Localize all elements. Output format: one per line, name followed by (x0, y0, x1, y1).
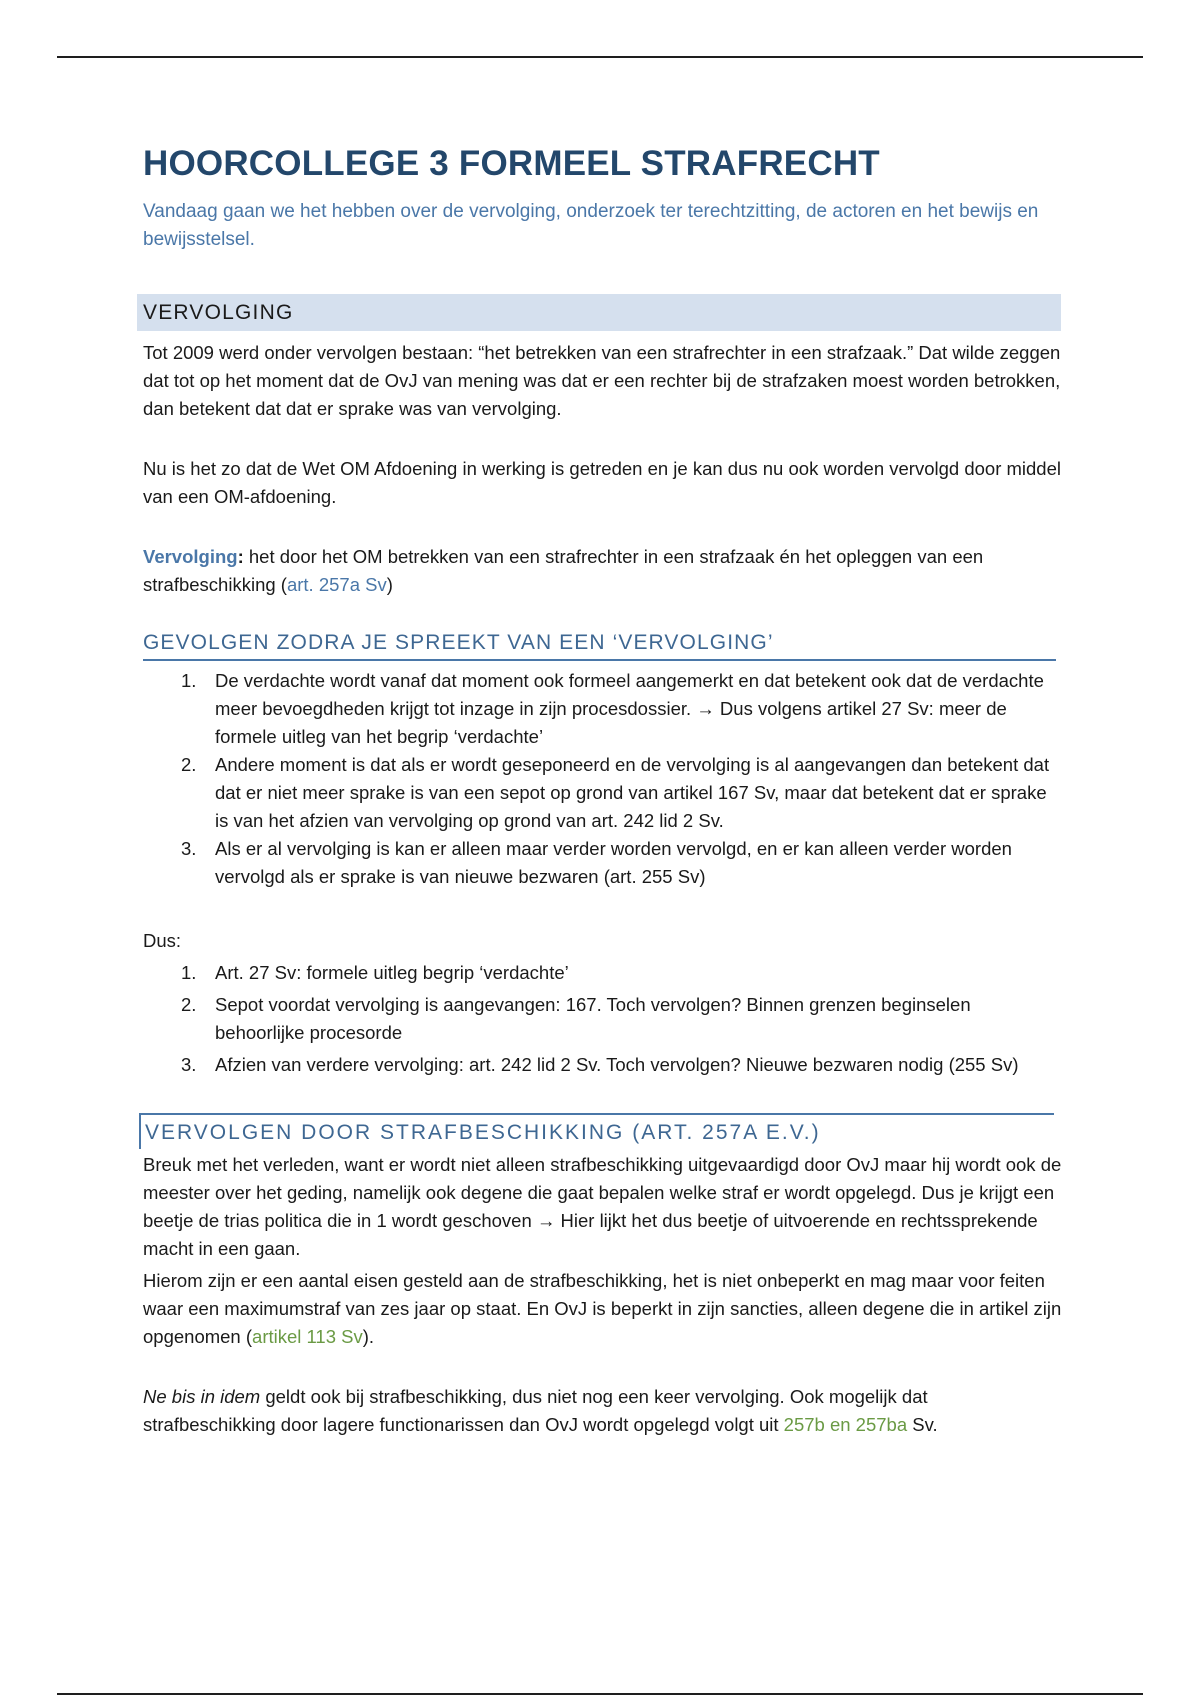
definition-text: het door het OM betrekken van een strafrechter in een strafzaak én het opleggen van een strafbeschikking ( (143, 546, 984, 595)
summary-list (143, 959, 1063, 1079)
list-item-text: Afzien van verdere vervolging: art. 242 lid 2 Sv. Toch vervolgen? Nieuwe bezwaren nodig (255 Sv) (215, 1054, 1019, 1075)
list-number: 2. (181, 754, 197, 775)
paragraph-breuk-verleden: Breuk met het verleden, want er wordt niet alleen strafbeschikking uitgevaardigd door OvJ maar hij wordt ook de meester over het geding, namelijk ook degene die gaat bepalen welke straf er wordt opgelegd. Dus je krijgt een beetje de trias politica die in 1 wordt geschoven → Hier lijkt het dus beetje of uitvoerende en rechtssprekende macht in een gaan. (143, 1154, 1062, 1259)
bottom-rule (57, 1693, 1143, 1695)
article-113-ref: artikel 113 Sv (252, 1326, 363, 1347)
paragraph-wet-om-afdoening: Nu is het zo dat de Wet OM Afdoening in werking is getreden en je kan dus nu ook worden vervolgd door middel van een OM-afdoening. (143, 458, 1061, 507)
list-item (143, 835, 1063, 891)
section-heading-gevolgen: GEVOLGEN ZODRA JE SPREEKT VAN EEN ‘VERVOLGING’ (143, 629, 1056, 661)
definition-term: Vervolging (143, 546, 238, 567)
list-item-text: Andere moment is dat als er wordt geseponeerd en de vervolging is al aangevangen dan betekent dat dat er niet meer sprake is van een sepot op grond van artikel 167 Sv, maar dat betekent dat er sprake is van het afzien van vervolging op grond van art. 242 lid 2 Sv. (215, 754, 1050, 831)
list-number: 3. (181, 1054, 197, 1075)
ne-bis-text: geldt ook bij strafbeschikking, dus niet nog een keer vervolging. Ook mogelijk dat strafbeschikking door lagere functionarissen dan OvJ wordt opgelegd volgt uit (143, 1386, 928, 1435)
definition-article-ref: art. 257a Sv (286, 574, 387, 595)
paragraph-vervolgen-history: Tot 2009 werd onder vervolgen bestaan: “het betrekken van een strafrechter in een strafzaak.” Dat wilde zeggen dat tot op het moment dat de OvJ van mening was dat er een rechter bij de strafzaken moest worden betrokken, dan betekent dat dat er sprake was van vervolging. (143, 342, 1061, 419)
definition-close: ) (386, 574, 393, 595)
list-item-text: Art. 27 Sv: formele uitleg begrip ‘verdachte’ (215, 962, 569, 983)
document-page (143, 140, 1063, 1439)
list-item (143, 667, 1063, 751)
list-item-text: De verdachte wordt vanaf dat moment ook formeel aangemerkt en dat betekent ook dat de verdachte meer bevoegdheden krijgt tot inzage in zijn procesdossier. → Dus volgens artikel 27 Sv: meer de formele uitleg van het begrip ‘verdachte’ (215, 670, 1044, 747)
definition-vervolging (143, 543, 1063, 599)
list-item-text: Als er al vervolging is kan er alleen maar verder worden vervolgd, en er kan alleen verder worden vervolgd als er sprake is van nieuwe bezwaren (art. 255 Sv) (215, 838, 1012, 887)
latin-term: Ne bis in idem (143, 1386, 261, 1407)
paragraph-ne-bis-in-idem (143, 1383, 1063, 1439)
list-number: 2. (181, 994, 197, 1015)
section-heading-vervolging: VERVOLGING (137, 294, 1061, 331)
eisen-close: ). (362, 1326, 375, 1347)
list-number: 1. (181, 670, 197, 691)
list-item (143, 1051, 1063, 1079)
list-item-text: Sepot voordat vervolging is aangevangen: 167. Toch vervolgen? Binnen grenzen beginselen behoorlijke procesorde (215, 994, 971, 1043)
ne-bis-close: Sv. (907, 1414, 938, 1435)
summary-label: Dus: (143, 930, 182, 951)
paragraph-eisen-strafbeschikking (143, 1267, 1063, 1351)
definition-colon: : (237, 546, 244, 567)
article-257b-ref: 257b en 257ba (783, 1414, 908, 1435)
gevolgen-list (143, 667, 1063, 891)
page-title: HOORCOLLEGE 3 FORMEEL STRAFRECHT (143, 144, 880, 183)
list-number: 1. (181, 962, 197, 983)
list-number: 3. (181, 838, 197, 859)
list-item (143, 751, 1063, 835)
page-subtitle: Vandaag gaan we het hebben over de vervolging, onderzoek ter terechtzitting, de actoren en het bewijs en bewijsstelsel. (143, 201, 1039, 250)
top-rule (57, 56, 1143, 58)
eisen-text: Hierom zijn er een aantal eisen gesteld aan de strafbeschikking, het is niet onbeperkt en mag maar voor feiten waar een maximumstraf van zes jaar op staat. En OvJ is beperkt in zijn sancties, alleen degene die in artikel zijn opgenomen ( (143, 1270, 1062, 1347)
section-heading-strafbeschikking: VERVOLGEN DOOR STRAFBESCHIKKING (ART. 257A E.V.) (139, 1113, 1054, 1149)
list-item (143, 959, 1063, 987)
list-item (143, 991, 1063, 1047)
